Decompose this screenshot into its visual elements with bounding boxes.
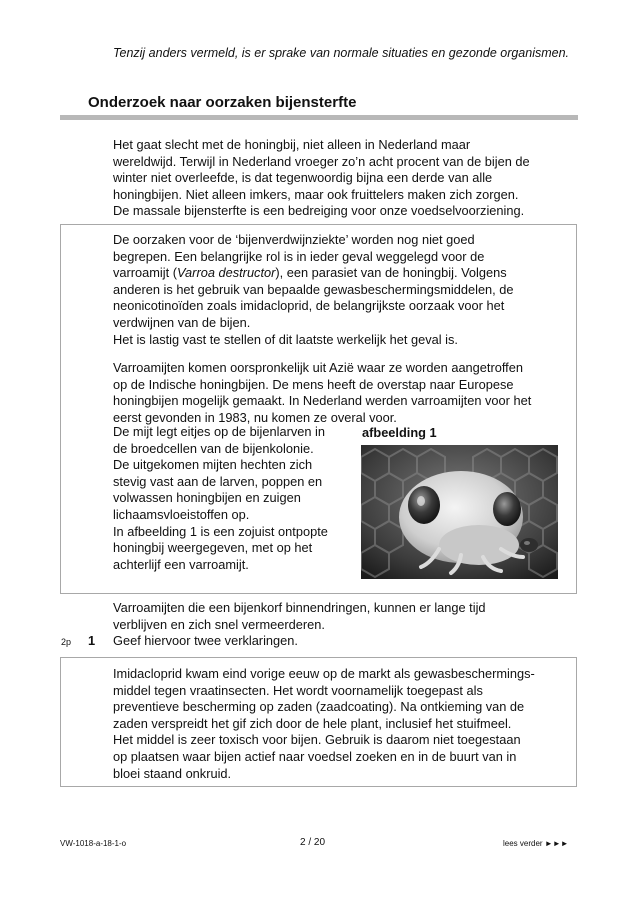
text-fragment: varroamijt (	[113, 265, 177, 281]
text-line: honingbijen mogelijk gemaakt. In Nederland werden varroamijten voor het	[113, 393, 532, 409]
intro-note: Tenzij anders vermeld, is er sprake van normale situaties en gezonde organismen.	[113, 46, 570, 60]
paragraph-question-context	[113, 600, 573, 633]
question-text: Geef hiervoor twee verklaringen.	[113, 633, 298, 648]
text-line: op plaatsen waar bijen actief naar voedsel zoeken en in de buurt van in	[113, 748, 517, 764]
text-line: Het middel is zeer toxisch voor bijen. Gebruik is daarom niet toegestaan	[113, 732, 521, 748]
text-line: wereldwijd. Terwijl in Nederland vroeger zo’n acht procent van de bijen de	[113, 153, 530, 169]
text-line: winter niet overleefde, is dat tegenwoordig bijna een derde van alle	[113, 170, 493, 186]
text-line: neonicotinoïden zoals imidacloprid, de belangrijkste oorzaak voor het	[113, 298, 505, 314]
text-line: de broedcellen van de bijenkolonie.	[113, 440, 314, 456]
text-line: De massale bijensterfte is een bedreiging voor onze voedselvoorziening.	[113, 203, 525, 219]
text-line: zaden verspreidt het gif zich door de hele plant, inclusief het stuifmeel.	[113, 715, 512, 731]
paragraph-intro	[113, 137, 573, 220]
box1-paragraph-causes	[113, 232, 568, 348]
text-fragment: ), een parasiet van de honingbij. Volgens	[275, 265, 507, 281]
bee-with-varroa-mite-photo	[361, 445, 558, 579]
text-line: achterlijf een varroamijt.	[113, 556, 249, 572]
question-points: 2p	[61, 637, 72, 647]
text-line: bloei staand onkruid.	[113, 765, 232, 781]
text-line: eerst gevonden in 1983, nu komen ze overal voor.	[113, 409, 397, 425]
text-line: verblijven en zich snel vermeerderen.	[113, 616, 325, 632]
question-number: 1	[88, 633, 96, 648]
text-line: preventieve bescherming op zaden (zaadcoating). Na ontkieming van de	[113, 699, 525, 715]
text-line: anderen is het gebruik van bepaalde gewasbeschermingsmiddelen, de	[113, 281, 514, 297]
text-line: begrepen. Een belangrijke rol is in ieder geval weggelegd voor de	[113, 248, 485, 264]
box2-paragraph	[113, 666, 571, 782]
footer-page-number: 2 / 20	[300, 837, 326, 848]
text-line: honingbij weergegeven, met op het	[113, 540, 313, 556]
text-line: De oorzaken voor de ‘bijenverdwijnziekte’ worden nog niet goed	[113, 232, 475, 247]
footer-continue: lees verder ►►►	[503, 839, 569, 848]
text-line: Het gaat slecht met de honingbij, niet alleen in Nederland maar	[113, 137, 471, 152]
text-line: volwassen honingbijen en zuigen	[113, 490, 301, 506]
text-line: Varroamijten komen oorspronkelijk uit Azië waar ze worden aangetroffen	[113, 360, 523, 375]
section-title: Onderzoek naar oorzaken bijensterfte	[88, 94, 357, 111]
text-line: De uitgekomen mijten hechten zich	[113, 457, 313, 473]
text-line: Varroamijten die een bijenkorf binnendringen, kunnen er lange tijd	[113, 600, 486, 615]
text-line: honingbijen. Niet alleen imkers, maar ook fruittelers maken zich zorgen.	[113, 186, 519, 202]
text-line: De mijt legt eitjes op de bijenlarven in	[113, 424, 325, 439]
text-line: verdwijnen van de bijen.	[113, 314, 251, 330]
box1-paragraph-origin	[113, 360, 568, 426]
text-line: Het is lastig vast te stellen of dit laatste werkelijk het geval is.	[113, 331, 458, 347]
footer-exam-code: VW-1018-a-18-1-o	[60, 839, 127, 848]
figure-label: afbeelding 1	[362, 425, 437, 440]
text-line: lichaamsvloeistoffen op.	[113, 506, 250, 522]
text-line: op de Indische honingbijen. De mens heeft de overstap naar Europese	[113, 376, 514, 392]
text-line: Imidacloprid kwam eind vorige eeuw op de markt als gewasbeschermings-	[113, 666, 535, 681]
text-line: stevig vast aan de larven, poppen en	[113, 473, 323, 489]
text-line	[113, 265, 568, 282]
text-line: In afbeelding 1 is een zojuist ontpopte	[113, 523, 328, 539]
species-name: Varroa destructor	[177, 265, 276, 281]
text-line: middel tegen vraatinsecten. Het wordt voornamelijk toegepast als	[113, 682, 483, 698]
box1-paragraph-mite	[113, 424, 353, 573]
title-rule	[60, 115, 578, 120]
